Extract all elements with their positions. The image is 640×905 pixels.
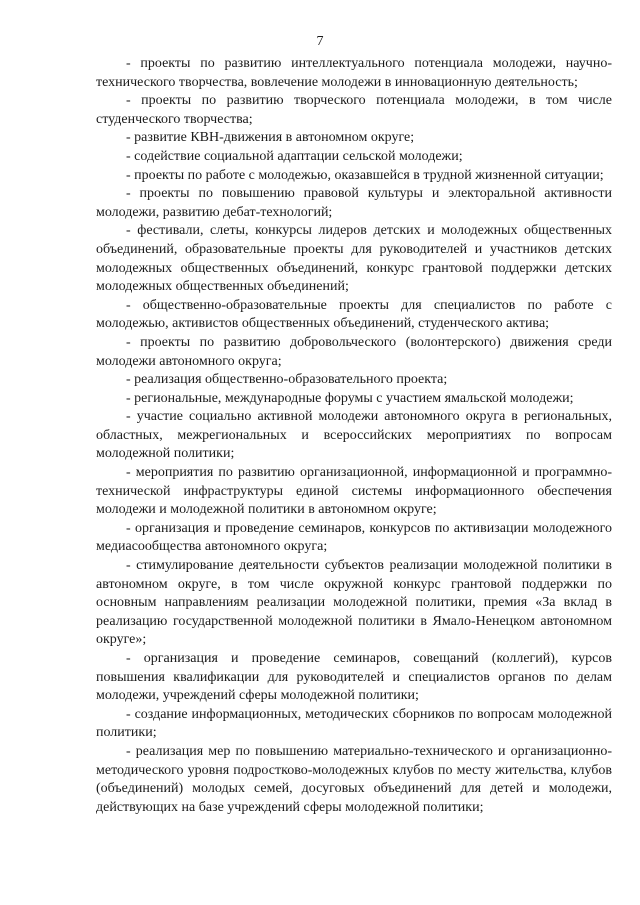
list-item: - фестивали, слеты, конкурсы лидеров детских и молодежных общественных объединений, образовательные проекты для руководителей и участников детских молодежных общественных объединений, конкурс грантовой поддержки детских молодежных общественных объединений; [96,223,612,295]
list-item: - проекты по повышению правовой культуры и электоральной активности молодежи, развитию дебат-технологий; [96,186,612,220]
list-item: - развитие КВН-движения в автономном округе; [126,130,415,146]
list-item: - проекты по развитию интеллектуального потенциала молодежи, научно-технического творчества, вовлечение молодежи в инновационную деятельность; [96,56,612,90]
list-item: - мероприятия по развитию организационной, информационной и программно-технической инфраструктуры единой системы информационного обеспечения молодежи и молодежной политики в автономном округе; [96,465,612,518]
list-item: - реализация общественно-образовательного проекта; [126,372,448,388]
list-item: - создание информационных, методических сборников по вопросам молодежной политики; [96,706,612,741]
list-item: - содействие социальной адаптации сельской молодежи; [126,148,463,164]
list-item: - проекты по работе с молодежью, оказавшейся в трудной жизненной ситуации; [126,167,604,183]
list-item: - региональные, международные форумы с участием ямальской молодежи; [126,390,574,406]
list-item: - проекты по развитию добровольческого (волонтерского) движения среди молодежи автономного округа; [96,334,612,369]
list-item: - организация и проведение семинаров, совещаний (коллегий), курсов повышения квалификации для руководителей и специалистов органов по делам молодежи, учреждений сферы молодежной политики; [96,651,612,704]
document-body [96,55,612,817]
list-item: - организация и проведение семинаров, конкурсов по активизации молодежного медиасообщества автономного округа; [96,520,612,555]
list-item: - реализация мер по повышению материально-технического и организационно-методического уровня подростково-молодежных клубов по месту жительства, клубов (объединений) молодых семей, досуговых объединений для детей и молодежи, действующих на базе учреждений сферы молодежной политики; [96,743,612,815]
list-item: - общественно-образовательные проекты для специалистов по работе с молодежью, активистов общественных объединений, студенческого актива; [96,297,612,332]
list-item: - участие социально активной молодежи автономного округа в региональных, областных, межрегиональных и всероссийских мероприятиях по вопросам молодежной политики; [96,409,612,462]
list-item: - проекты по развитию творческого потенциала молодежи, в том числе студенческого творчества; [96,93,612,127]
page-number: 7 [316,34,324,49]
list-item: - стимулирование деятельности субъектов реализации молодежной политики в автономном округе, в том числе окружной конкурс грантовой поддержки по основным направлениям реализации молодежной политики, премия «За вклад в реализацию государственной молодежной политики в Ямало-Ненецком автономном округе»; [96,558,612,648]
